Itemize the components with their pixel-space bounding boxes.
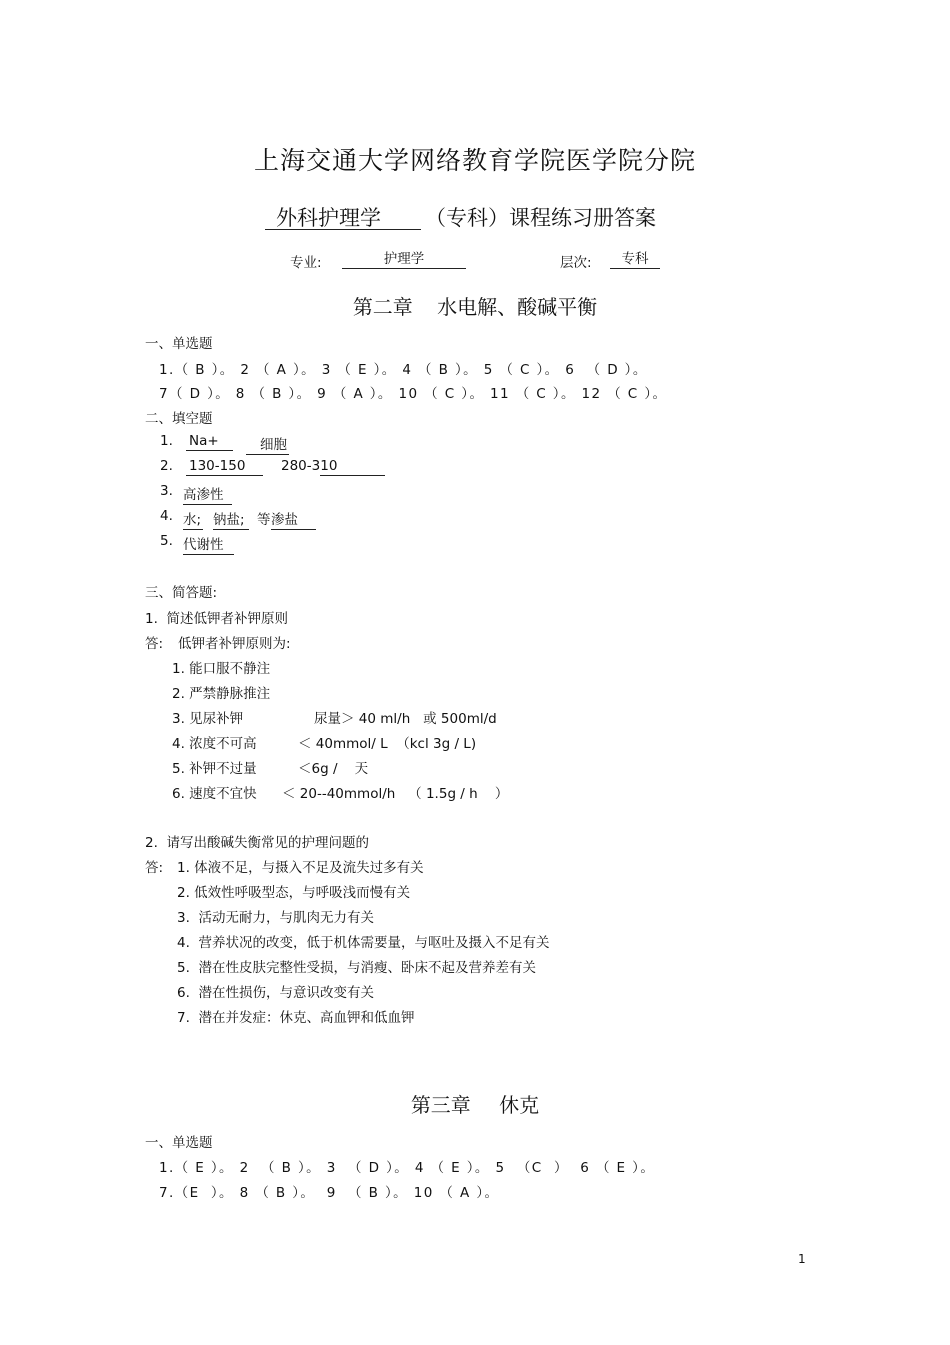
level-label: 层次: — [560, 255, 592, 271]
nursing-problem: 3. 活动无耐力，与肌肉无力有关 — [177, 910, 374, 926]
major-value: 护理学 — [342, 251, 466, 269]
potassium-rule-detail: ＜ 20--40mmol/h （ 1.5g / h ） — [282, 786, 509, 802]
chapter3-mc-line2: 7.（E ）。 8 （ B ）。 9 （ B ）。 10 （ A ）。 — [159, 1185, 500, 1201]
question-2: 2. 请写出酸碱失衡常见的护理问题的 — [145, 835, 369, 851]
chapter2-mc-line1: 1.（ B ）。 2 （ A ）。 3 （ E ）。 4 （ B ）。 5 （ C ）。 6 （ D ）。 — [159, 362, 648, 378]
chapter2-section1-title: 一、单选题 — [145, 336, 213, 352]
fill-answer: 130-150 — [186, 458, 263, 476]
chapter3-title: 第三章 休克 — [410, 1093, 540, 1117]
fill-answer: 280-310 — [281, 458, 338, 474]
nursing-problem: 5. 潜在性皮肤完整性受损，与消瘦、卧床不起及营养差有关 — [177, 960, 536, 976]
course-underline — [265, 229, 421, 230]
nursing-problem: 2. 低效性呼吸型态，与呼吸浅而慢有关 — [177, 885, 411, 901]
nursing-problem: 6. 潜在性损伤，与意识改变有关 — [177, 985, 374, 1001]
fill-answer: 水; — [183, 508, 203, 530]
fill-answer: 钠盐; — [213, 508, 249, 530]
potassium-rule: 3. 见尿补钾 — [172, 711, 244, 727]
course-name: 外科护理学 — [276, 206, 381, 230]
page-number: 1 — [798, 1252, 806, 1266]
potassium-rule-detail: ＜6g / 天 — [298, 761, 369, 777]
nursing-problem: 4. 营养状况的改变，低于机体需要量，与呕吐及摄入不足有关 — [177, 935, 550, 951]
chapter2-mc-line2: 7（ D ）。 8 （ B ）。 9 （ A ）。 10 （ C ）。 11 （ C ）。 12 （ C ）。 — [159, 386, 668, 402]
chapter2-title: 第二章 水电解、酸碱平衡 — [352, 295, 598, 319]
nursing-problem: 1. 体液不足，与摄入不足及流失过多有关 — [177, 860, 424, 876]
fill-answer: 代谢性 — [183, 533, 234, 555]
institution-title: 上海交通大学网络教育学院医学院分院 — [253, 146, 696, 175]
fill-item-number: 2. — [160, 458, 173, 474]
potassium-rule: 4. 浓度不可高 — [172, 736, 257, 752]
fill-item-number: 4. — [160, 508, 173, 524]
subtitle-rest: （专科）课程练习册答案 — [425, 206, 656, 230]
answer-label: 答: — [145, 636, 164, 652]
potassium-rule: 1. 能口服不静注 — [172, 661, 271, 677]
major-label: 专业: — [290, 255, 322, 271]
fill-answer: 等 — [257, 512, 271, 528]
potassium-rule-detail: 尿量＞ 40 ml/h 或 500ml/d — [314, 711, 497, 727]
chapter2-section2-title: 二、填空题 — [145, 411, 213, 427]
fill-answer: 细胞 — [246, 433, 289, 455]
fill-item-number: 3. — [160, 483, 173, 499]
potassium-rule: 6. 速度不宜快 — [172, 786, 257, 802]
answer-label: 答: — [145, 860, 164, 876]
nursing-problem: 7. 潜在并发症：休克、高血钾和低血钾 — [177, 1010, 415, 1026]
fill-item-number: 1. — [160, 433, 173, 449]
fill-answer: 渗盐 — [271, 508, 316, 530]
potassium-rule: 5. 补钾不过量 — [172, 761, 257, 777]
fill-answer: 高渗性 — [183, 483, 232, 505]
fill-underline — [320, 475, 385, 476]
potassium-rule-detail: ＜ 40mmol/ L （kcl 3g / L) — [298, 736, 477, 752]
chapter3-mc-line1: 1.（ E ）。 2 （ B ）。 3 （ D ）。 4 （ E ）。 5 （C ） 6 （ E ）。 — [159, 1160, 656, 1176]
answer-intro: 低钾者补钾原则为: — [178, 636, 291, 652]
potassium-rule: 2. 严禁静脉推注 — [172, 686, 271, 702]
chapter3-section1-title: 一、单选题 — [145, 1135, 213, 1151]
chapter2-section3-title: 三、简答题: — [145, 585, 218, 601]
question-1: 1. 简述低钾者补钾原则 — [145, 611, 288, 627]
level-value: 专科 — [610, 251, 660, 269]
fill-answer: Na+ — [186, 433, 233, 451]
fill-item-number: 5. — [160, 533, 173, 549]
